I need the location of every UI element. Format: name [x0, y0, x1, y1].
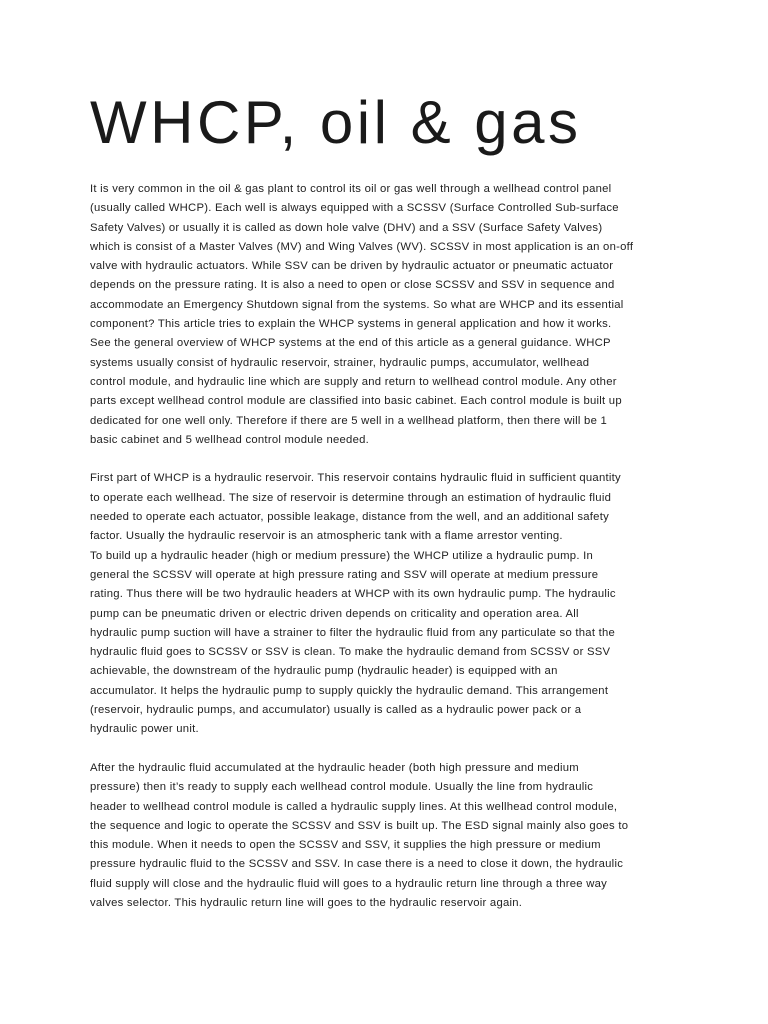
text-line: dedicated for one well only. Therefore if there are 5 well in a wellhead platform, then there will be 1: [90, 414, 608, 427]
text-line: depends on the pressure rating. It is also a need to open or close SCSSV and SSV in sequence and: [90, 279, 615, 292]
text-line: rating. Thus there will be two hydraulic headers at WHCP with its own hydraulic pump. The hydraulic: [90, 588, 616, 601]
text-line: accommodate an Emergency Shutdown signal from the systems. So what are WHCP and its essential: [90, 298, 624, 311]
text-line: basic cabinet and 5 wellhead control module needed.: [90, 433, 370, 446]
text-line: this module. When it needs to open the SCSSV and SSV, it supplies the high pressure or medium: [90, 839, 601, 852]
text-line: achievable, the downstream of the hydraulic pump (hydraulic header) is equipped with an: [90, 665, 558, 678]
text-line: factor. Usually the hydraulic reservoir is an atmospheric tank with a flame arrestor venting.: [90, 530, 563, 543]
text-line: header to wellhead control module is called a hydraulic supply lines. At this wellhead control module,: [90, 800, 618, 813]
paragraph-spacer: [90, 740, 690, 759]
text-line: To build up a hydraulic header (high or medium pressure) the WHCP utilize a hydraulic pump. In: [90, 549, 594, 562]
text-line: hydraulic power unit.: [90, 723, 199, 736]
document-body: [90, 180, 690, 913]
text-line: hydraulic pump suction will have a strainer to filter the hydraulic fluid from any particulate so that the: [90, 626, 616, 639]
text-line: accumulator. It helps the hydraulic pump to supply quickly the hydraulic demand. This arrangement: [90, 684, 609, 697]
paragraph-1: [90, 180, 690, 450]
text-line: Safety Valves) or usually it is called as down hole valve (DHV) and a SSV (Surface Safety Valves): [90, 221, 603, 234]
text-line: general the SCSSV will operate at high pressure rating and SSV will operate at medium pressure: [90, 568, 599, 581]
text-line: See the general overview of WHCP systems at the end of this article as a general guidance. WHCP: [90, 337, 611, 350]
text-line: First part of WHCP is a hydraulic reservoir. This reservoir contains hydraulic fluid in sufficient quantity: [90, 472, 621, 485]
text-line: It is very common in the oil & gas plant to control its oil or gas well through a wellhead control panel: [90, 183, 612, 195]
text-line: pressure) then it’s ready to supply each wellhead control module. Usually the line from hydraulic: [90, 781, 594, 794]
text-line: systems usually consist of hydraulic reservoir, strainer, hydraulic pumps, accumulator, wellhead: [90, 356, 590, 369]
text-line: pump can be pneumatic driven or electric driven depends on criticality and operation area. All: [90, 607, 579, 620]
paragraph-2: [90, 469, 690, 739]
text-line: control module, and hydraulic line which are supply and return to wellhead control module. Any other: [90, 375, 617, 388]
text-line: needed to operate each actuator, possible leakage, distance from the well, and an additional safety: [90, 511, 610, 524]
text-line: the sequence and logic to operate the SCSSV and SSV is built up. The ESD signal mainly also goes to: [90, 819, 629, 832]
text-line: to operate each wellhead. The size of reservoir is determine through an estimation of hydraulic fluid: [90, 491, 612, 504]
text-line: component? This article tries to explain the WHCP systems in general application and how it works.: [90, 318, 612, 331]
text-line: pressure hydraulic fluid to the SCSSV and SSV. In case there is a need to close it down, the hydraulic: [90, 858, 624, 871]
paragraph-3: [90, 759, 690, 913]
text-line: fluid supply will close and the hydraulic fluid will goes to a hydraulic return line through a three way: [90, 877, 608, 890]
text-line: which is consist of a Master Valves (MV) and Wing Valves (WV). SCSSV in most application is an on-off: [90, 240, 634, 253]
text-line: (reservoir, hydraulic pumps, and accumulator) usually is called as a hydraulic power pack or a: [90, 704, 582, 717]
document-title: WHCP, oil & gas: [90, 89, 582, 156]
text-line: parts except wellhead control module are classified into basic cabinet. Each control module is built up: [90, 395, 622, 408]
text-line: valve with hydraulic actuators. While SSV can be driven by hydraulic actuator or pneumatic actuator: [90, 260, 614, 273]
text-line: hydraulic fluid goes to SCSSV or SSV is clean. To make the hydraulic demand from SCSSV or SSV: [90, 646, 611, 659]
text-line: After the hydraulic fluid accumulated at the hydraulic header (both high pressure and medium: [90, 761, 579, 774]
text-line: (usually called WHCP). Each well is always equipped with a SCSSV (Surface Controlled Sub-surface: [90, 202, 619, 215]
paragraph-spacer: [90, 450, 690, 469]
text-line: valves selector. This hydraulic return line will goes to the hydraulic reservoir again.: [90, 896, 523, 909]
